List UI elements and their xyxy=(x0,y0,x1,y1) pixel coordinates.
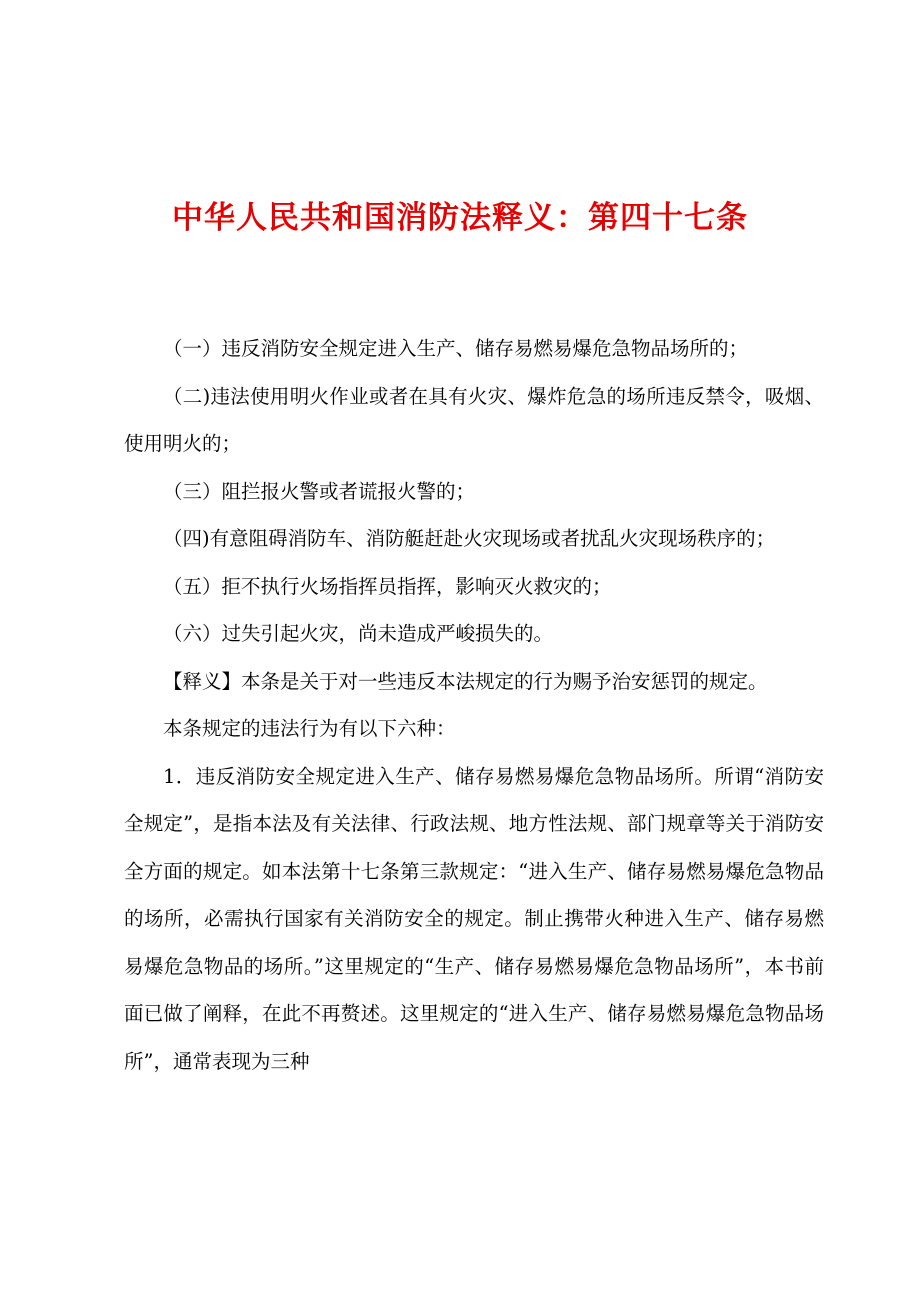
paragraph-item-1: （一）违反消防安全规定进入生产、储存易燃易爆危急物品场所的； xyxy=(163,337,749,360)
paragraph-item-4: （四)有意阻碍消防车、消防艇赶赴火灾现场或者扰乱火灾现场秩序的； xyxy=(163,527,776,550)
paragraph-item-3: （三）阻拦报火警或者谎报火警的； xyxy=(163,479,476,503)
document-body xyxy=(124,325,824,1085)
paragraph-item-2: （二)违法使用明火作业或者在具有火灾、爆炸危急的场所违反禁令，吸烟、使用明火的； xyxy=(124,384,824,455)
paragraph-point-1: 1．违反消防安全规定进入生产、储存易燃易爆危急物品场所。所谓“消防安全规定”，是指本法及有关法律、行政法规、地方性法规、部门规章等关于消防安全方面的规定。如本法第十七条第三款规定：“进入生产、储存易燃易爆危急物品的场所，必需执行国家有关消防安全的规定。制止携带火种进入生产、储存易燃易爆危急物品的场所。”这里规定的“生产、储存易燃易爆危急物品场所”，本书前面已做了阐释，在此不再赘述。这里规定的“进入生产、储存易燃易爆危急物品场所”，通常表现为三种 xyxy=(124,764,824,1073)
paragraph-six-types: 本条规定的违法行为有以下六种： xyxy=(163,717,456,740)
paragraph-item-6: （六）过失引起火灾，尚未造成严峻损失的。 xyxy=(163,622,554,645)
page-title: 中华人民共和国消防法释义：第四十七条 xyxy=(172,200,748,236)
paragraph-item-5: （五）拒不执行火场指挥员指挥，影响灭火救灾的； xyxy=(163,574,612,598)
paragraph-explanation: 【释义】本条是关于对一些违反本法规定的行为赐予治安惩罚的规定。 xyxy=(163,669,768,693)
